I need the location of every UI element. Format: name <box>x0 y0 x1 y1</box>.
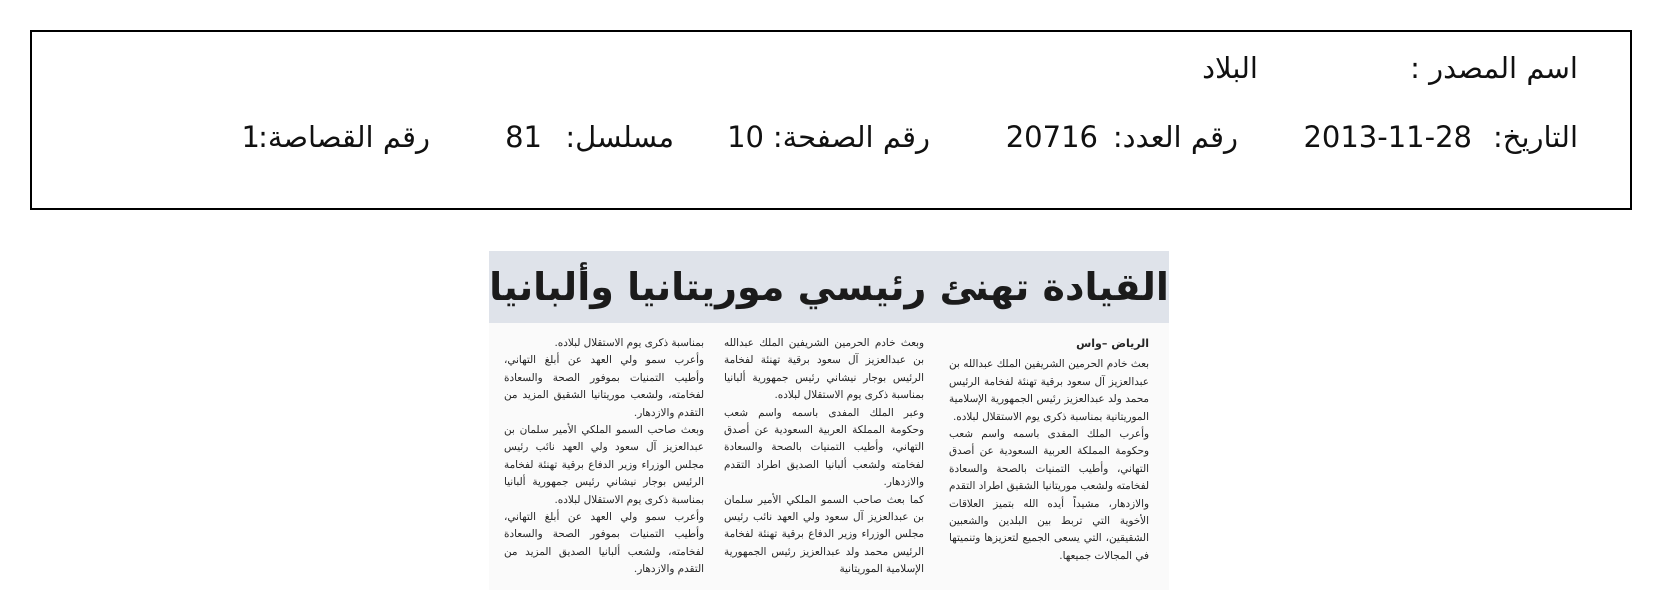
source-info-box <box>30 30 1632 210</box>
date-value: 2013-11-28 <box>1303 120 1472 154</box>
serial-label: مسلسل: <box>565 120 674 154</box>
article-paragraph: بعث خادم الحرمين الشريفين الملك عبدالله بن عبدالعزيز آل سعود برقية تهنئة لفخامة الرئيس محمد ولد عبدالعزيز رئيس الجمهورية الإسلامية الموريتانية بمناسبة ذكرى يوم الاستقلال لبلاده. <box>949 358 1149 423</box>
serial-value: 81 <box>505 120 542 154</box>
source-label: اسم المصدر : <box>1410 51 1578 85</box>
issue-value: 20716 <box>1005 120 1098 154</box>
page-value: 10 <box>727 120 764 154</box>
article-paragraph: وأعرب سمو ولي العهد عن أبلغ التهاني، وأطيب التمنيات بموفور الصحة والسعادة لفخامته، ولشعب ألبانيا الصديق المزيد من التقدم والازدهار. <box>504 511 704 576</box>
article-paragraph: وأعرب سمو ولي العهد عن أبلغ التهاني، وأطيب التمنيات بموفور الصحة والسعادة لفخامته، ولشعب موريتانيا الشقيق المزيد من التقدم والازدهار. <box>504 354 704 419</box>
date-label: التاريخ: <box>1492 120 1578 154</box>
article-paragraph: وبعث خادم الحرمين الشريفين الملك عبدالله بن عبدالعزيز آل سعود برقية تهنئة لفخامة الرئيس بوجار نيشاني رئيس جمهورية ألبانيا بمناسبة ذكرى يوم الاستقلال لبلاده. <box>724 337 924 402</box>
article-column-1 <box>949 335 1149 565</box>
article-paragraph: وبعث صاحب السمو الملكي الأمير سلمان بن عبدالعزيز آل سعود ولي العهد نائب رئيس مجلس الوزراء وزير الدفاع برقية تهنئة لفخامة الرئيس بوجار نيشاني رئيس جمهورية ألبانيا بمناسبة ذكرى يوم الاستقلال لبلاده. <box>504 424 704 506</box>
article-headline: القيادة تهنئ رئيسي موريتانيا وألبانيا <box>489 265 1169 309</box>
article-paragraph: كما بعث صاحب السمو الملكي الأمير سلمان بن عبدالعزيز آل سعود ولي العهد نائب رئيس مجلس الوزراء وزير الدفاع برقية تهنئة لفخامة الرئيس محمد ولد عبدالعزيز رئيس الجمهورية الإسلامية الموريتانية <box>724 493 924 576</box>
article-column-2 <box>724 335 924 579</box>
page-label: رقم الصفحة: <box>772 120 930 154</box>
article-dateline: الرياض –واس <box>1076 337 1149 350</box>
article-paragraph: وأعرب الملك المفدى باسمه واسم شعب وحكومة المملكة العربية السعودية عن أصدق التهاني، وأطيب التمنيات بالصحة والسعادة لفخامته ولشعب موريتانيا الشقيق اطراد التقدم والازدهار، مشيداً أيده الله بتميز العلاقات الأخوية التي تربط بين البلدين والشعبين الشقيقين، التي يسعى الجميع لتعزيزها وتنميتها في المجالات جميعها. <box>949 428 1149 562</box>
clip-label: رقم القصاصة: <box>258 120 430 154</box>
clip-value: 1 <box>241 120 260 154</box>
article-column-3 <box>504 335 704 579</box>
article-paragraph: بمناسبة ذكرى يوم الاستقلال لبلاده. <box>554 337 704 349</box>
headline-band <box>489 251 1169 323</box>
issue-label: رقم العدد: <box>1112 120 1238 154</box>
newspaper-clipping <box>489 251 1169 590</box>
source-value: البلاد <box>1202 51 1258 85</box>
article-paragraph: وعبر الملك المفدى باسمه واسم شعب وحكومة المملكة العربية السعودية عن أصدق التهاني، وأطيب التمنيات بالصحة والسعادة لفخامته ولشعب ألبانيا الصديق اطراد التقدم والازدهار. <box>724 406 924 489</box>
